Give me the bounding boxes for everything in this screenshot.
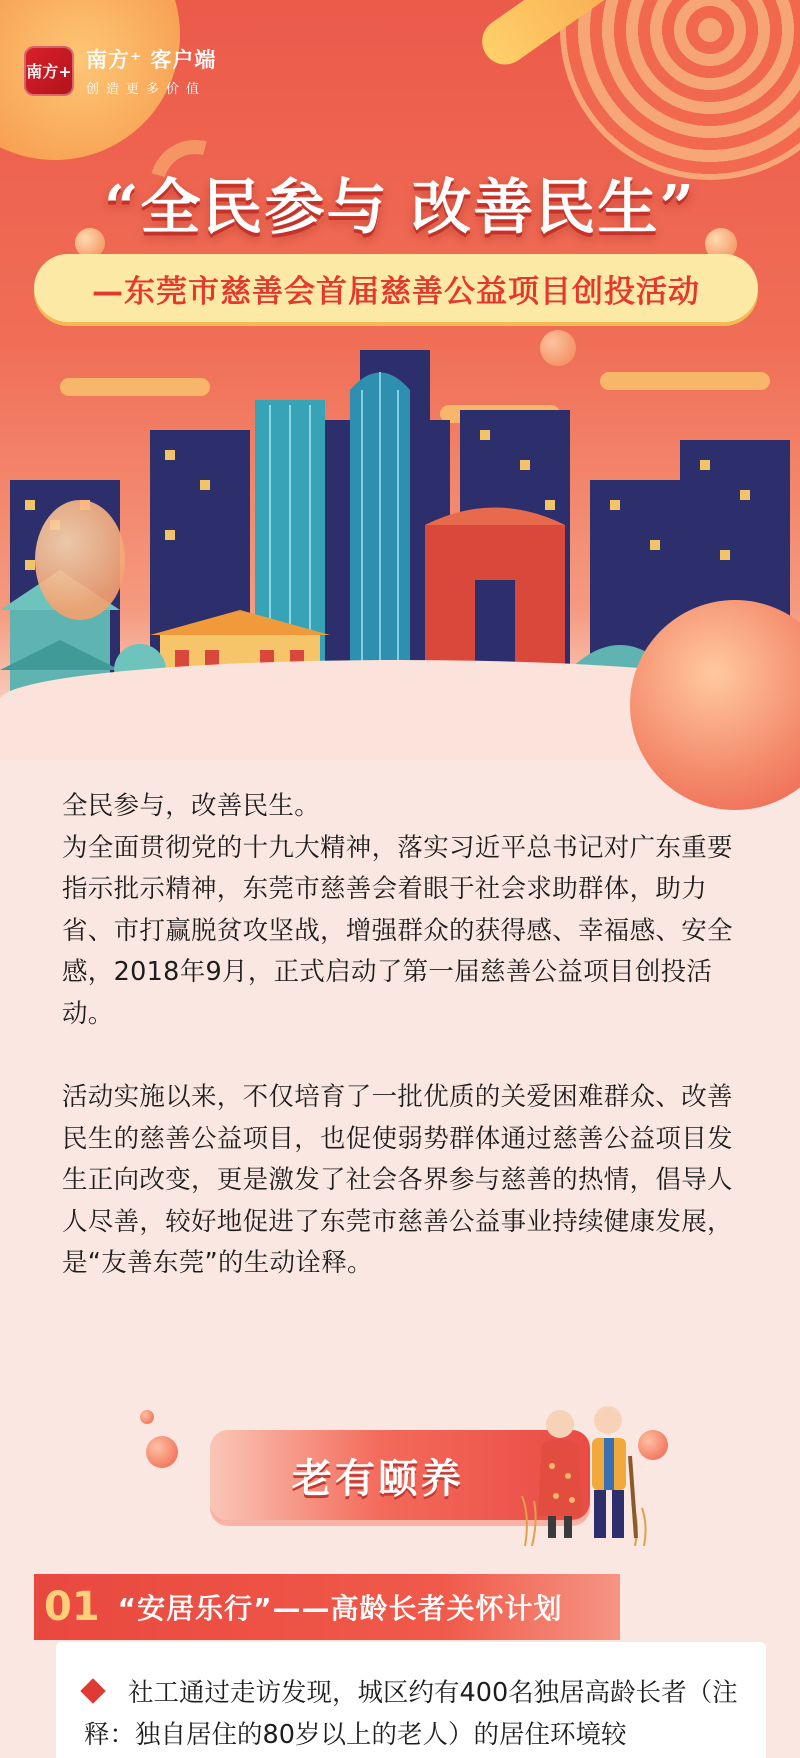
brand-name: 南方⁺ 客户端 bbox=[86, 48, 217, 72]
section-title: 老有颐养 bbox=[292, 1454, 464, 1502]
hero-title: “全民参与 改善民生” bbox=[104, 173, 696, 243]
rings-decoration bbox=[560, 0, 800, 180]
dot-decoration bbox=[140, 1410, 154, 1424]
dot-decoration bbox=[146, 1436, 178, 1468]
article-line: 全民参与，改善民生。 bbox=[62, 791, 321, 821]
bubble-decoration bbox=[35, 500, 125, 620]
elderly-couple-illustration bbox=[520, 1396, 650, 1546]
brand-logo: 南方+ bbox=[24, 46, 74, 96]
article-paragraph: 为全面贯彻党的十九大精神，落实习近平总书记对广东重要指示批示精神，东莞市慈善会着眼于社会求助群体，助力省、市打赢脱贫攻坚战，增强群众的获得感、幸福感、安全感，2018年9月，正式启动了第一届慈善公益项目创投活动。 bbox=[62, 832, 733, 1029]
item-text: 社工通过走访发现，城区约有400名独居高龄长者（注释：独自居住的80岁以上的老人）的居住环境较 bbox=[84, 1678, 738, 1750]
article-paragraph: 活动实施以来，不仅培育了一批优质的关爱困难群众、改善民生的慈善公益项目，也促使弱势群体通过慈善公益项目发生正向改变，更是激发了社会各界参与慈善的热情，倡导人人尽善，较好地促进了东莞市慈善公益事业持续健康发展，是“友善东莞”的生动诠释。 bbox=[62, 1082, 733, 1278]
item-number: 01 bbox=[44, 1584, 100, 1630]
brand-slogan: 创造更多价值 bbox=[86, 82, 207, 97]
item-header bbox=[34, 1574, 620, 1640]
article-body bbox=[62, 786, 752, 1285]
item-card bbox=[56, 1642, 766, 1758]
brand[interactable] bbox=[24, 44, 216, 97]
item-title: “安居乐行”——高龄长者关怀计划 bbox=[117, 1592, 563, 1625]
hero-subtitle: —东莞市慈善会首届慈善公益项目创投活动 bbox=[34, 254, 758, 322]
